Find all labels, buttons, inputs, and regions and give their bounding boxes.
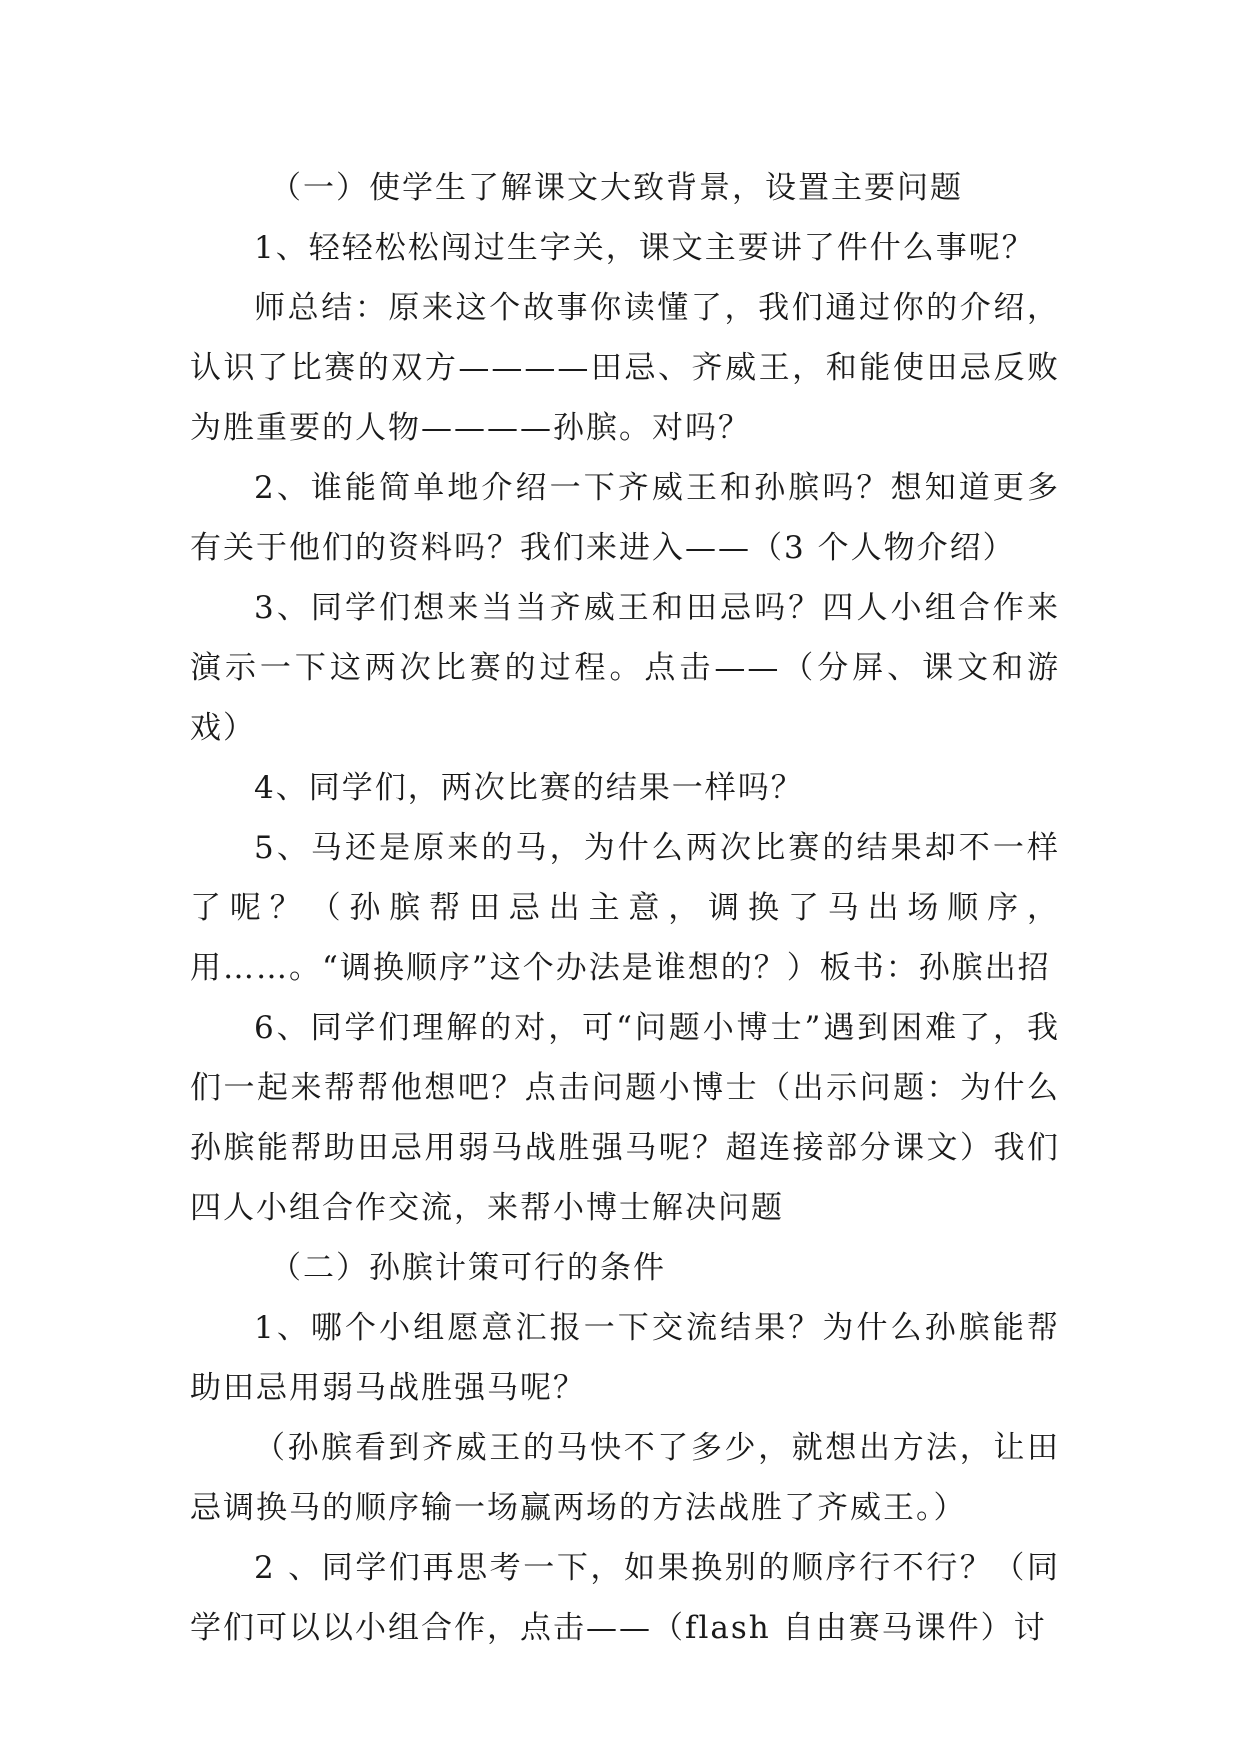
paragraph-question-1: 1、轻轻松松闯过生字关，课文主要讲了件什么事呢？ [254, 230, 1035, 266]
section-heading-2: （二）孙膑计策可行的条件 [270, 1250, 666, 1286]
paragraph-teacher-summary: 师总结：原来这个故事你读懂了，我们通过你的介绍，认识了比赛的双方————田忌、齐威王，和能使田忌反败为胜重要的人物————孙膑。对吗？ [190, 290, 1060, 446]
paragraph-question-3: 3、同学们想来当当齐威王和田忌吗？四人小组合作来演示一下这两次比赛的过程。点击——（分屏、课文和游戏） [190, 590, 1060, 746]
paragraph-question-6: 6、同学们理解的对，可“问题小博士”遇到困难了，我们一起来帮帮他想吧？点击问题小博士（出示问题：为什么孙膑能帮助田忌用弱马战胜强马呢？超连接部分课文）我们四人小组合作交流，来帮小博士解决问题 [190, 1010, 1060, 1226]
paragraph-report-2: 2 、同学们再思考一下，如果换别的顺序行不行？（同学们可以以小组合作，点击——（flash 自由赛马课件）讨 [190, 1550, 1060, 1646]
paragraph-question-4: 4、同学们，两次比赛的结果一样吗？ [254, 770, 804, 806]
document-body [190, 158, 1060, 1658]
paragraph-report-1: 1、哪个小组愿意汇报一下交流结果？为什么孙膑能帮助田忌用弱马战胜强马呢？ [190, 1310, 1060, 1406]
paragraph-report-answer: （孙膑看到齐威王的马快不了多少，就想出方法，让田忌调换马的顺序输一场赢两场的方法战胜了齐威王。） [190, 1430, 1060, 1526]
paragraph-question-5: 5、马还是原来的马，为什么两次比赛的结果却不一样了呢？（孙膑帮田忌出主意，调换了马出场顺序，用……。“调换顺序”这个办法是谁想的？）板书：孙膑出招 [190, 830, 1060, 986]
section-heading-1: （一）使学生了解课文大致背景，设置主要问题 [270, 170, 963, 206]
paragraph-question-2: 2、谁能简单地介绍一下齐威王和孙膑吗？想知道更多有关于他们的资料吗？我们来进入——（3 个人物介绍） [190, 470, 1060, 566]
